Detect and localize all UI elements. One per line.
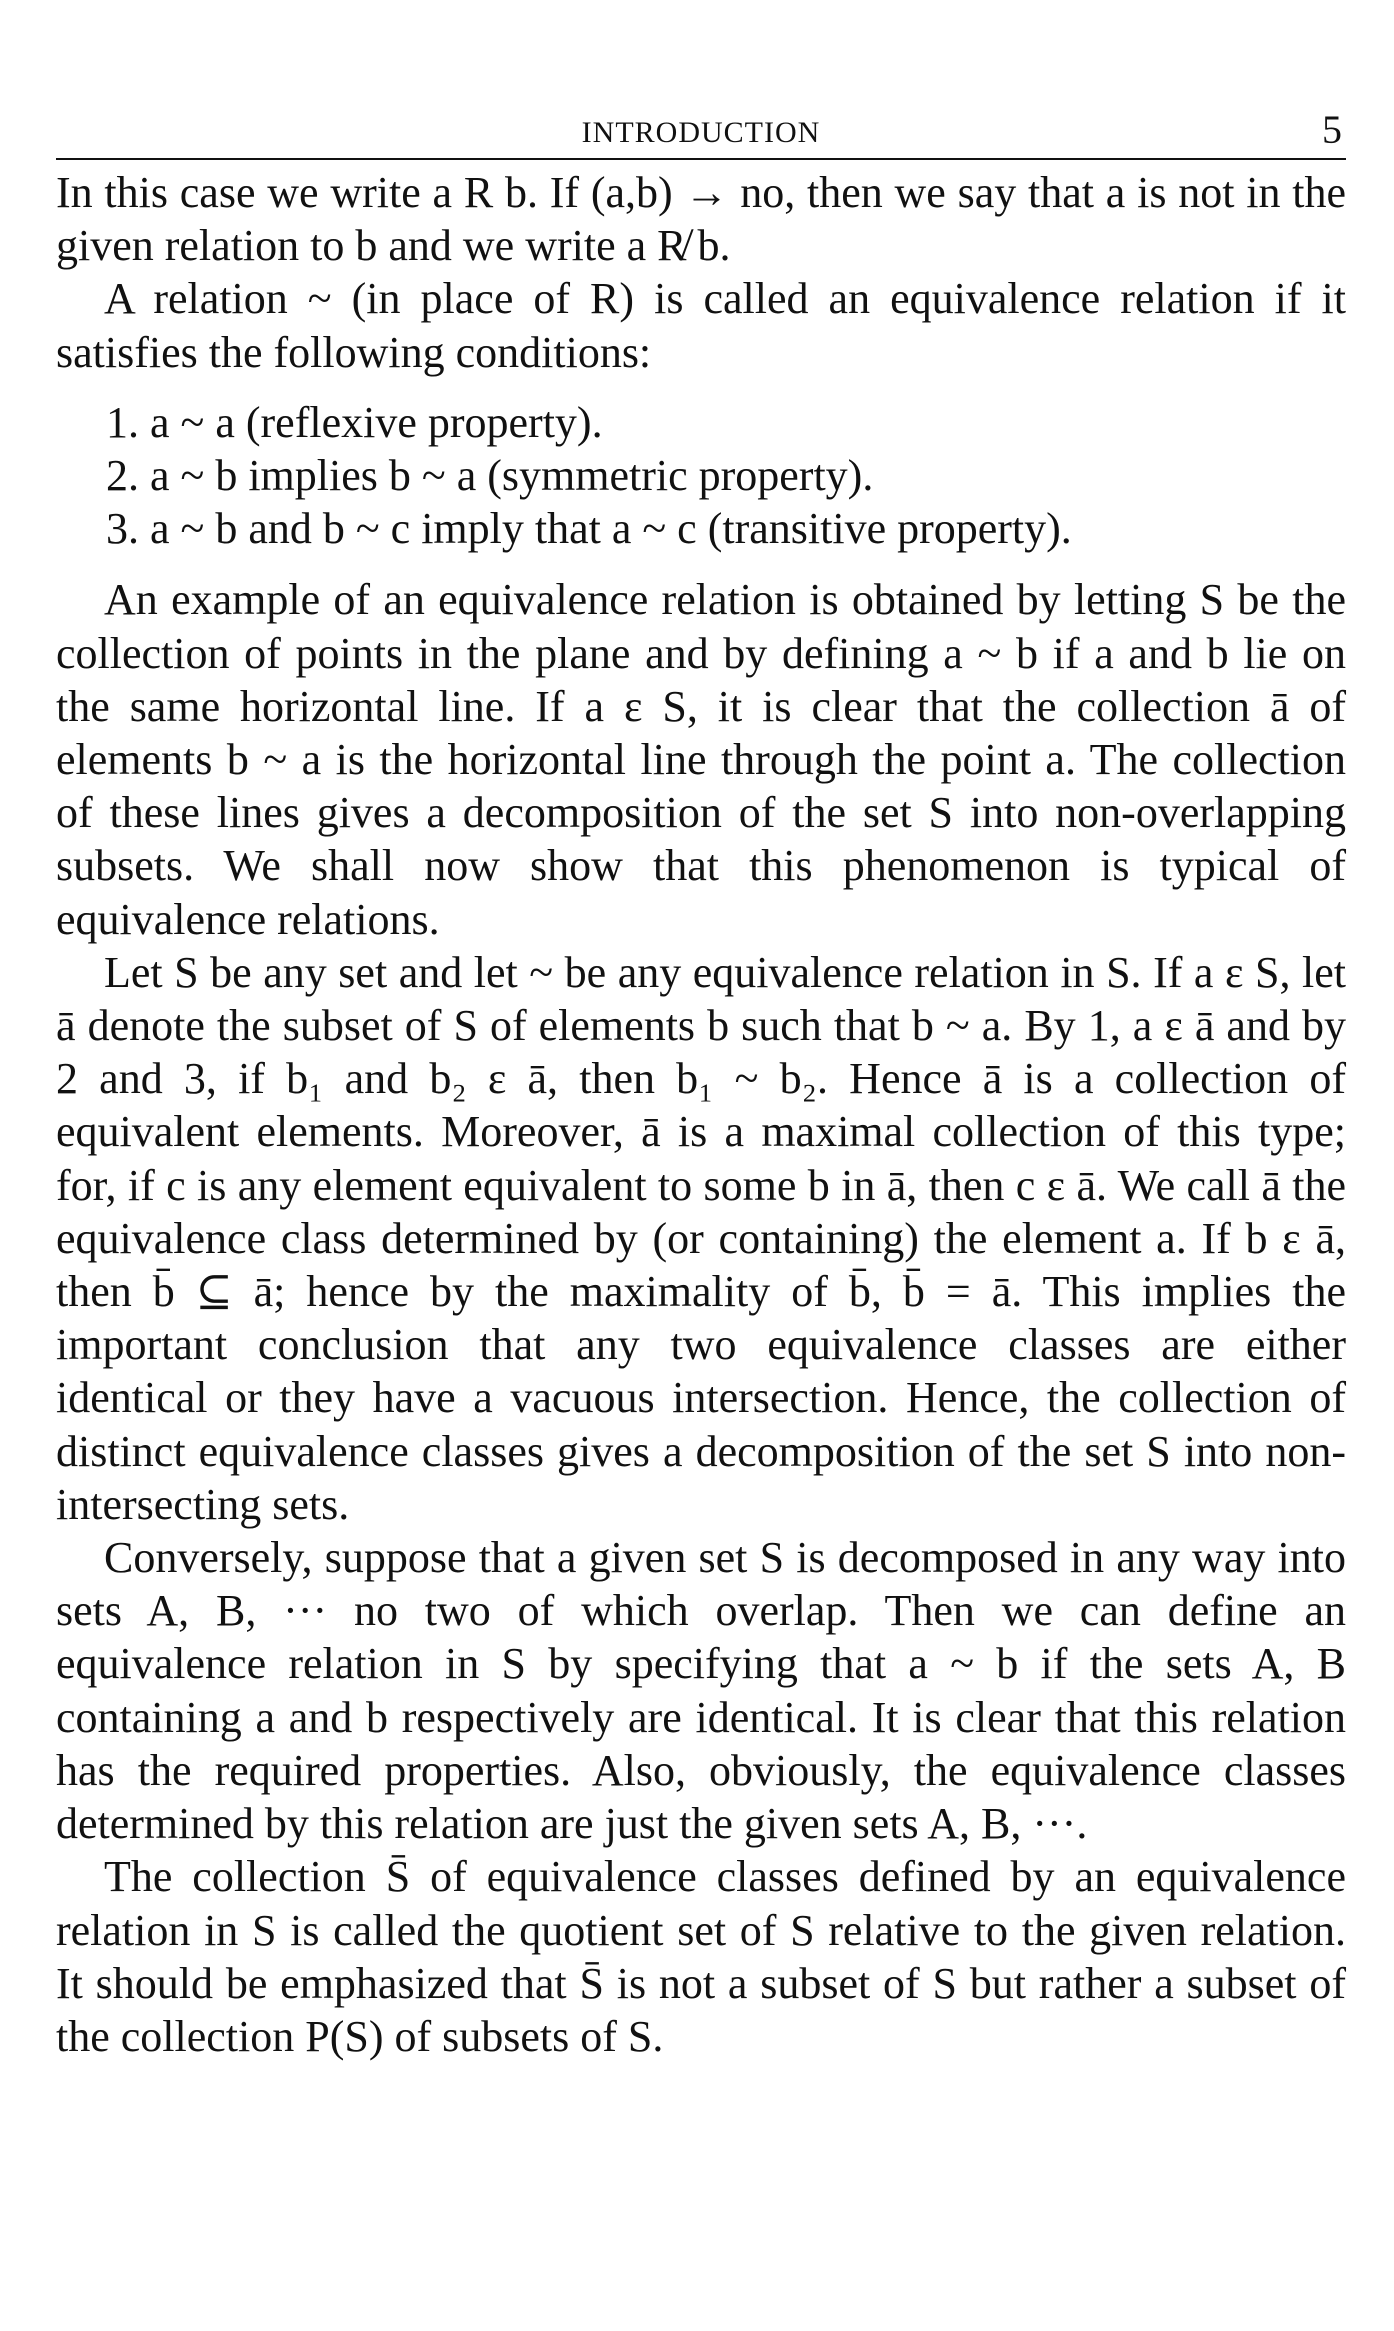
book-page: [56, 108, 1346, 2063]
page-number: 5: [1322, 107, 1342, 152]
paragraph-equivalence-definition: A relation ~ (in place of R) is called an equivalence relation if it satisfies the following conditions:: [56, 274, 1346, 377]
page-body: [56, 166, 1346, 2063]
paragraph-equivalence-classes: Let S be any set and let ~ be any equivalence relation in S. If a ε S, let ā denote the subset of S of elements b such that b ~ a. By 1, a ε ā and by 2 and 3, if b₁ and b₂ ε ā, then b₁ ~ b₂. Hence ā is a collection of equivalent elements. Moreover, ā is a maximal collection of this type; for, if c is any element equivalent to some b in ā, then c ε ā. We call ā the equivalence class determined by (or containing) the element a. If b ε ā, then b̄ ⊆ ā; hence by the maximality of b̄, b̄ = ā. This implies the important conclusion that any two equivalence classes are either identical or they have a vacuous intersection. Hence, the collection of distinct equivalence classes gives a decomposition of the set S into non-intersecting sets.: [56, 947, 1346, 1529]
running-header: [56, 108, 1346, 160]
chapter-title: INTRODUCTION: [581, 116, 821, 149]
paragraph-converse: Conversely, suppose that a given set S is decomposed in any way into sets A, B, ··· no two of which overlap. Then we can define an equivalence relation in S by specifying that a ~ b if the sets A, B containing a and b respectively are identical. It is clear that this relation has the required properties. Also, obviously, the equivalence classes determined by this relation are just the given sets A, B, ···.: [56, 1533, 1346, 1849]
condition-reflexive: 1. a ~ a (reflexive property).: [106, 397, 603, 447]
paragraph-example: An example of an equivalence relation is obtained by letting S be the collection of points in the plane and by defining a ~ b if a and b lie on the same horizontal line. If a ε S, it is clear that the collection ā of elements b ~ a is the horizontal line through the point a. The collection of these lines gives a decomposition of the set S into non-overlapping subsets. We shall now show that this phenomenon is typical of equivalence relations.: [56, 575, 1346, 944]
paragraph-quotient-set: The collection S̄ of equivalence classes defined by an equivalence relation in S is called the quotient set of S relative to the given relation. It should be emphasized that S̄ is not a subset of S but rather a subset of the collection P(S) of subsets of S.: [56, 1852, 1346, 2061]
condition-symmetric: 2. a ~ b implies b ~ a (symmetric property).: [106, 451, 874, 501]
paragraph-relation-notation: In this case we write a R b. If (a,b) → no, then we say that a is not in the given relation to b and we write a R̸ b.: [56, 168, 1346, 271]
conditions-list: [56, 396, 1346, 556]
condition-transitive: 3. a ~ b and b ~ c imply that a ~ c (transitive property).: [106, 504, 1072, 554]
